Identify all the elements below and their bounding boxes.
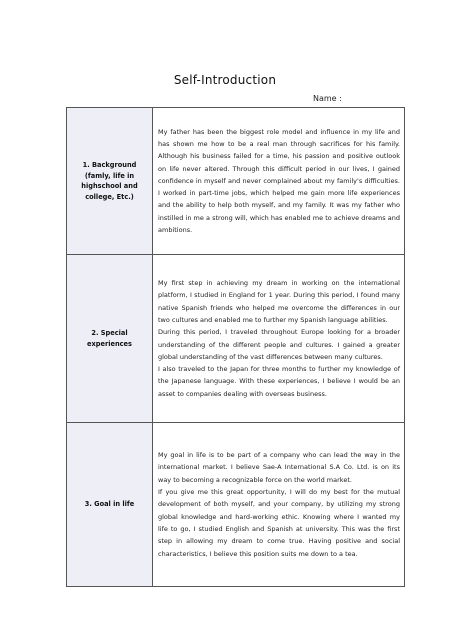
- section-content-goal-in-life: [153, 423, 405, 587]
- section-content-special-experiences: [153, 255, 405, 423]
- paragraph: During this period, I traveled throughout Europe looking for a broader understanding of the different people and cultures. I gained a greater global understanding of the vast differences between many cultures.: [158, 328, 400, 361]
- paragraph: My goal in life is to be part of a company who can lead the way in the international market. I believe Sae-A International S.A Co. Ltd. is on its way to becoming a recognizable force on the world market.: [158, 451, 400, 484]
- paragraph: My first step in achieving my dream in working on the international platform, I studied in England for 1 year. During this period, I found many native Spanish friends who helped me overcome the differences in our two cultures and enabled me to further my Spanish language abilities.: [158, 279, 400, 324]
- table-row: [67, 255, 405, 423]
- section-label-background: 1. Background (famly, life in highschool and college, Etc.): [67, 108, 153, 255]
- self-introduction-table: [66, 107, 405, 587]
- name-label: Name :: [313, 94, 342, 103]
- section-label-goal-in-life: 3. Goal in life: [67, 423, 153, 587]
- paragraph: My father has been the biggest role model and influence in my life and has shown me how to be a real man through sacrifices for his family. Although his business failed for a time, his passion and positive outlook on life never altered. Through this difficult period in our lives, I gained confidence in myself and never complained about my family's difficulties. I worked in part-time jobs, which helped me gain more life experiences and the ability to help both myself, and my family. It was my father who instilled in me a strong will, which has enabled me to achieve dreams and ambitions.: [158, 127, 400, 235]
- section-content-background: [153, 108, 405, 255]
- section-label-special-experiences: 2. Special experiences: [67, 255, 153, 423]
- table-row: [67, 423, 405, 587]
- paragraph: If you give me this great opportunity, I will do my best for the mutual development of both myself, and your company, by utilizing my strong global knowledge and hard-working ethic. Knowing where I wanted my life to go, I studied English and Spanish at university. This was the first step in allowing my dream to come true. Having positive and social characteristics, I believe this position suits me down to a tea.: [158, 488, 400, 558]
- table-row: [67, 108, 405, 255]
- document-title: Self-Introduction: [173, 73, 277, 87]
- paragraph: I also traveled to the Japan for three months to further my knowledge of the Japanese language. With these experiences, I believe I would be an asset to companies dealing with overseas business.: [158, 365, 400, 398]
